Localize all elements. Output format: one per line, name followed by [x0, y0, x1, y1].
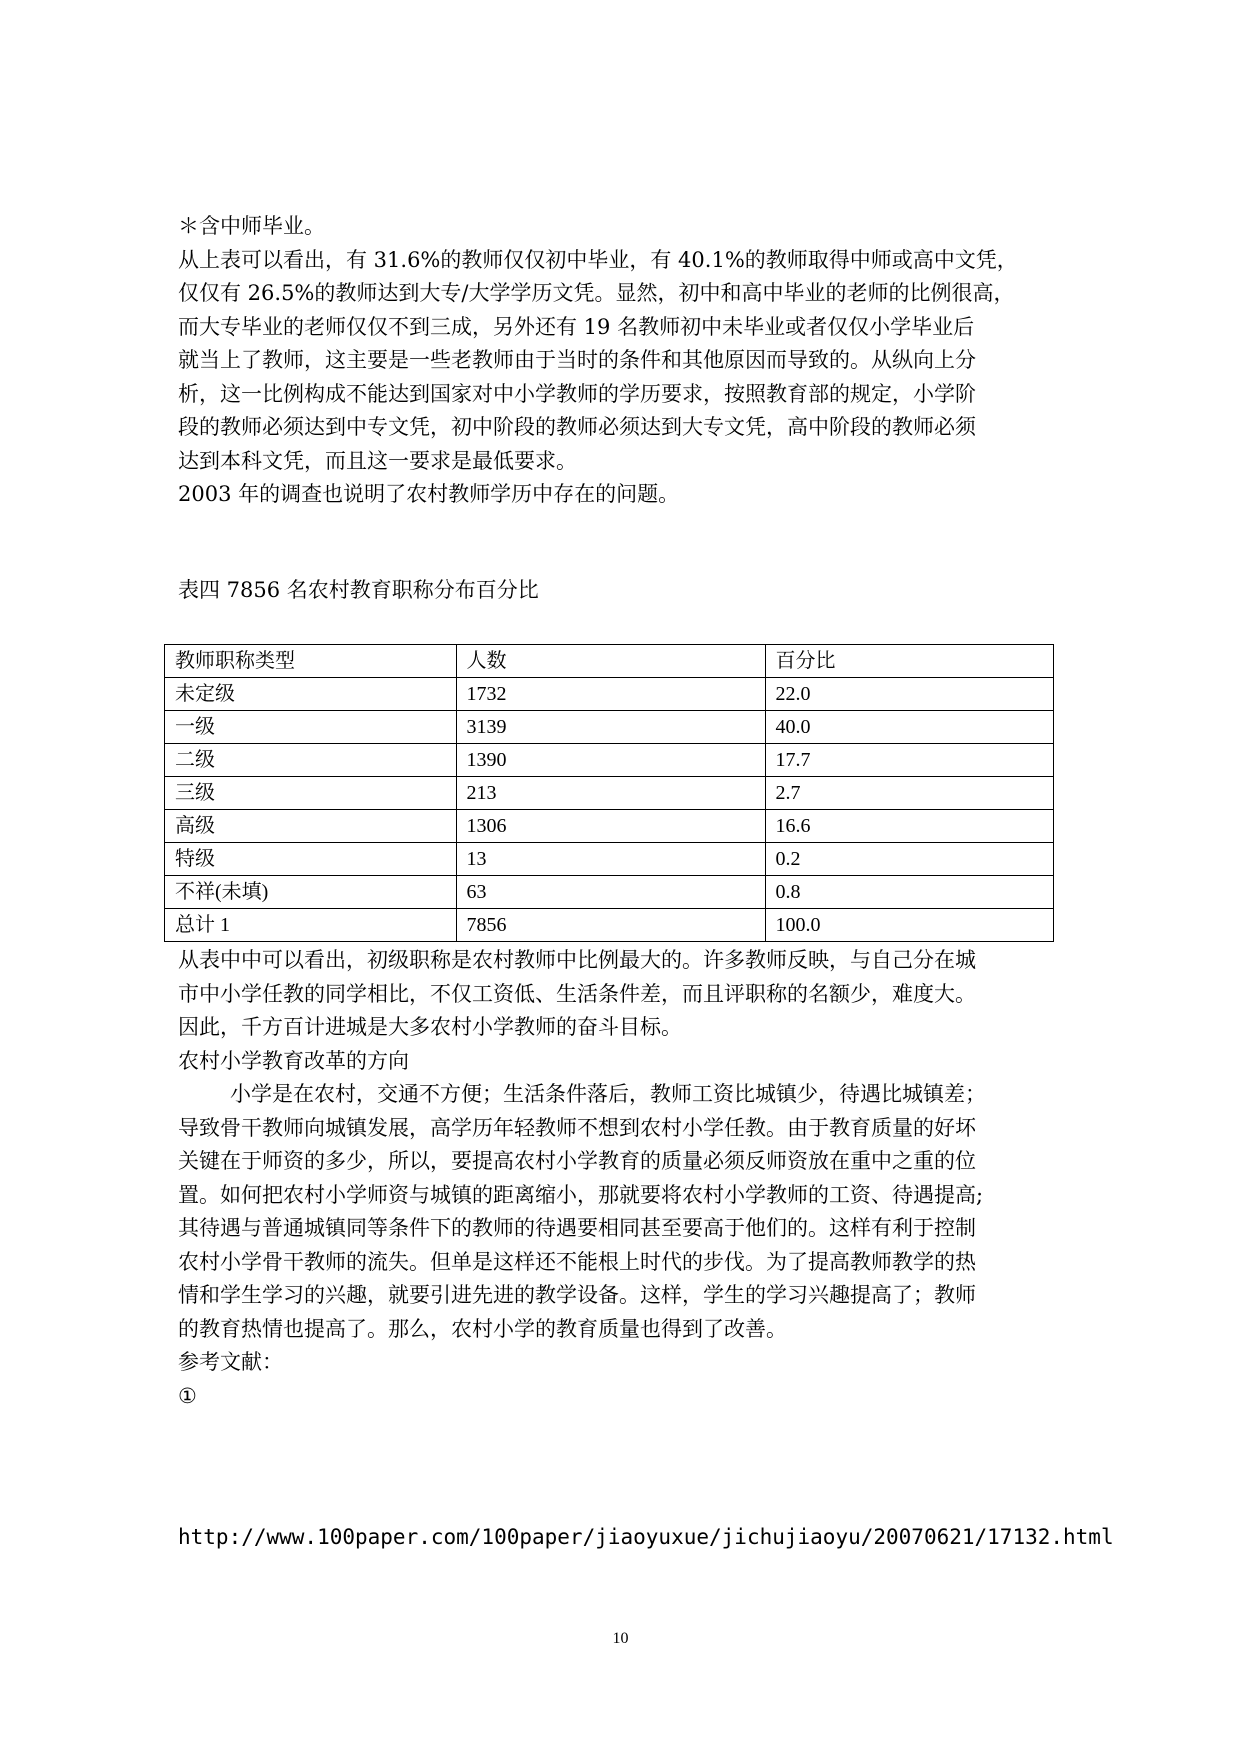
- paragraph-table-discussion: [178, 944, 1118, 1078]
- reference-marker: ①: [178, 1383, 197, 1408]
- table-row: [165, 678, 1054, 711]
- table-cell: 未定级: [165, 678, 457, 711]
- table-row: [165, 777, 1054, 810]
- table-cell: 1306: [456, 810, 765, 843]
- text-line: 导致骨干教师向城镇发展，高学历年轻教师不想到农村小学任教。由于教育质量的好坏: [178, 1115, 976, 1140]
- section-heading: 农村小学教育改革的方向: [178, 1048, 409, 1073]
- header-cell: 教师职称类型: [165, 645, 457, 678]
- text-line: 从表中中可以看出，初级职称是农村教师中比例最大的。许多教师反映，与自己分在城: [178, 948, 976, 972]
- text-line: 的教育热情也提高了。那么，农村小学的教育质量也得到了改善。: [178, 1316, 787, 1341]
- text-line: 关键在于师资的多少，所以，要提高农村小学教育的质量必须反师资放在重中之重的位: [178, 1149, 976, 1173]
- table-cell: 17.7: [765, 744, 1053, 777]
- table-cell: 总计 1: [165, 909, 457, 942]
- table-total-row: [165, 909, 1054, 942]
- table-cell: 1732: [456, 678, 765, 711]
- table-cell: 63: [456, 876, 765, 909]
- table-cell: 16.6: [765, 810, 1053, 843]
- text-line: 就当上了教师，这主要是一些老教师由于当时的条件和其他原因而导致的。从纵向上分: [178, 348, 976, 372]
- table-cell: 3139: [456, 711, 765, 744]
- text-line: 因此，千方百计进城是大多农村小学教师的奋斗目标。: [178, 1015, 682, 1039]
- table-cell: 13: [456, 843, 765, 876]
- text-line: 农村小学骨干教师的流失。但单是这样还不能根上时代的步伐。为了提高教师教学的热: [178, 1249, 976, 1274]
- text-line: 情和学生学习的兴趣，就要引进先进的教学设备。这样，学生的学习兴趣提高了；教师: [178, 1283, 976, 1307]
- header-cell: 百分比: [765, 645, 1053, 678]
- text-line: 市中小学任教的同学相比，不仅工资低、生活条件差，而且评职称的名额少，难度大。: [178, 981, 976, 1006]
- table-cell: 二级: [165, 744, 457, 777]
- text-line: 而大专毕业的老师仅仅不到三成，另外还有 19 名教师初中未毕业或者仅仅小学毕业后: [178, 314, 975, 339]
- table-cell: 1390: [456, 744, 765, 777]
- text-line: 析，这一比例构成不能达到国家对中小学教师的学历要求，按照教育部的规定，小学阶: [178, 381, 976, 406]
- table-cell: 不祥(未填): [165, 876, 457, 909]
- text-line: 仅仅有 26.5%的教师达到大专/大学学历文凭。显然，初中和高中毕业的老师的比例很高，: [178, 281, 1015, 305]
- header-cell: 人数: [456, 645, 765, 678]
- text-line: 小学是在农村，交通不方便；生活条件落后，教师工资比城镇少，待遇比城镇差；: [230, 1082, 986, 1106]
- table-cell: 100.0: [765, 909, 1053, 942]
- table-row: [165, 810, 1054, 843]
- paragraph-reform-direction: [178, 1078, 1118, 1413]
- table-cell: 三级: [165, 777, 457, 810]
- table-cell: 2.7: [765, 777, 1053, 810]
- page-number: 10: [612, 1630, 629, 1647]
- table-cell: 特级: [165, 843, 457, 876]
- paragraph-analysis: [178, 210, 1118, 512]
- text-line: 达到本科文凭，而且这一要求是最低要求。: [178, 448, 577, 473]
- table-cell: 高级: [165, 810, 457, 843]
- title-distribution-table: [164, 644, 1054, 942]
- table-cell: 213: [456, 777, 765, 810]
- table-cell: 40.0: [765, 711, 1053, 744]
- table-caption: 表四 7856 名农村教育职称分布百分比: [178, 578, 539, 602]
- text-line: 置。如何把农村小学师资与城镇的距离缩小，那就要将农村小学教师的工资、待遇提高;: [178, 1182, 984, 1207]
- text-line: ＊含中师毕业。: [178, 214, 325, 238]
- table-cell: 0.8: [765, 876, 1053, 909]
- table-cell: 22.0: [765, 678, 1053, 711]
- table-row: [165, 744, 1054, 777]
- text-line: 2003 年的调查也说明了农村教师学历中存在的问题。: [178, 482, 680, 506]
- table-row: [165, 876, 1054, 909]
- text-line: 其待遇与普通城镇同等条件下的教师的待遇要相同甚至要高于他们的。这样有利于控制: [178, 1216, 976, 1240]
- text-line: 段的教师必须达到中专文凭，初中阶段的教师必须达到大专文凭，高中阶段的教师必须: [178, 415, 976, 439]
- text-line: 从上表可以看出，有 31.6%的教师仅仅初中毕业，有 40.1%的教师取得中师或高中文凭，: [178, 247, 1018, 272]
- table-row: [165, 843, 1054, 876]
- references-heading: 参考文献：: [178, 1350, 283, 1374]
- table-header-row: [165, 645, 1054, 678]
- table-cell: 7856: [456, 909, 765, 942]
- reference-url: http://www.100paper.com/100paper/jiaoyuxue/jichujiaoyu/20070621/17132.html: [178, 1525, 1114, 1549]
- table-cell: 0.2: [765, 843, 1053, 876]
- table-cell: 一级: [165, 711, 457, 744]
- table-row: [165, 711, 1054, 744]
